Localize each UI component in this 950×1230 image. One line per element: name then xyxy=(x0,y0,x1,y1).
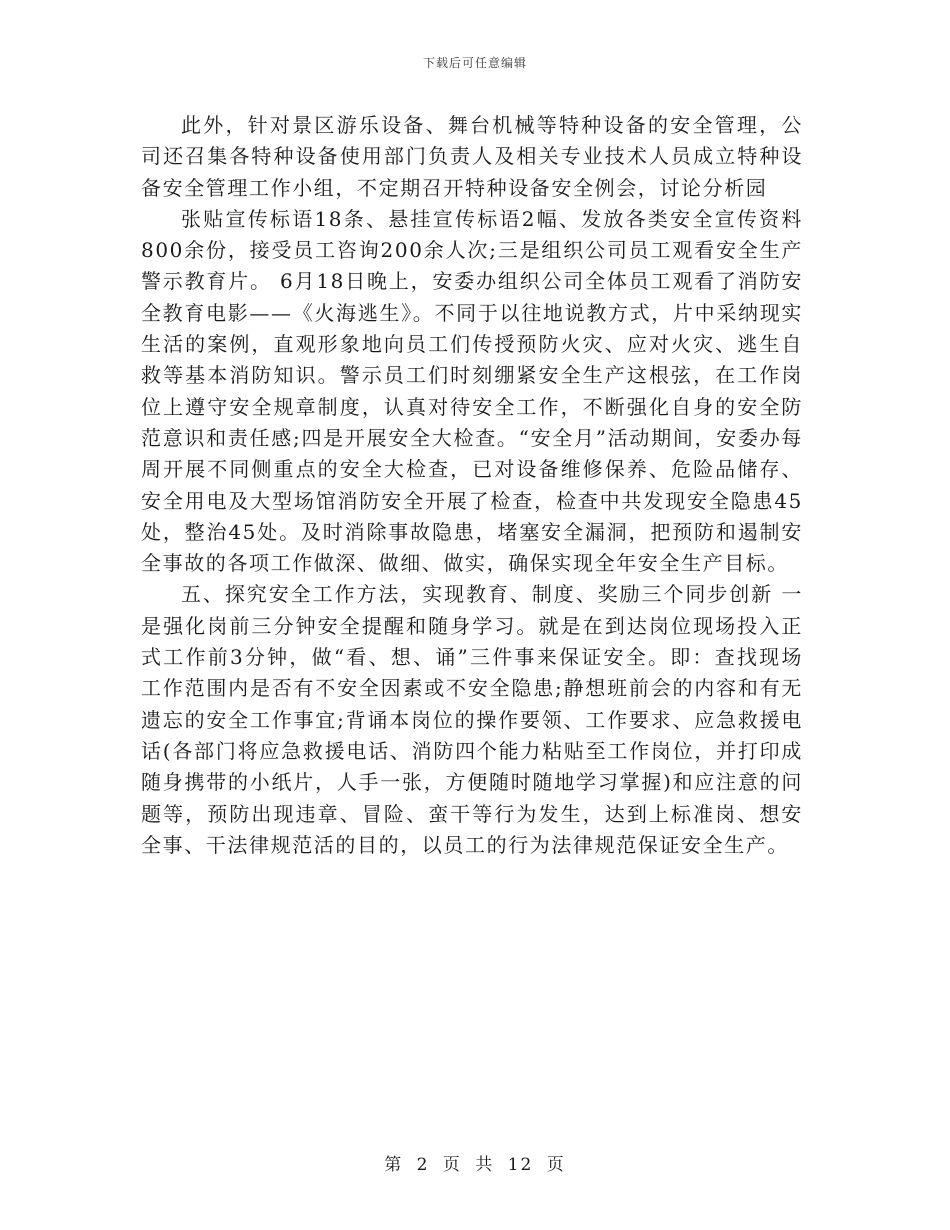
paragraph-safety-campaign: 张贴宣传标语18条、悬挂宣传标语2幅、发放各类安全宣传资料800余份，接受员工咨询200余人次;三是组织公司员工观看安全生产警示教育片。 6月18日晚上，安委办组织公司全体员工观看了消防安全教育电影——《火海逃生》。不同于以往地说教方式，片中采纳现实生活的案例，直观形象地向员工们传授预防火灾、应对火灾、逃生自救等基本消防知识。警示员工们时刻绷紧安全生产这根弦，在工作岗位上遵守安全规章制度，认真对待安全工作，不断强化自身的安全防范意识和责任感;四是开展安全大检查。“安全月”活动期间，安委办每周开展不同侧重点的安全大检查，已对设备维修保养、危险品储存、安全用电及大型场馆消防安全开展了检查，检查中共发现安全隐患45处，整治45处。及时消除事故隐患，堵塞安全漏洞，把预防和遏制安全事故的各项工作做深、做细、做实，确保实现全年安全生产目标。 xyxy=(141,206,803,576)
paragraph-safety-methods: 五、探究安全工作方法，实现教育、制度、奖励三个同步创新 一是强化岗前三分钟安全提醒和随身学习。就是在到达岗位现场投入正式工作前3分钟，做“看、想、诵”三件事来保证安全。即：查找现场工作范围内是否有不安全因素或不安全隐患;静想班前会的内容和有无遗忘的安全工作事宜;背诵本岗位的操作要领、工作要求、应急救援电话(各部门将应急救援电话、消防四个能力粘贴至工作岗位，并打印成随身携带的小纸片，人手一张，方便随时随地学习掌握)和应注意的问题等，预防出现违章、冒险、蛮干等行为发生，达到上标准岗、想安全事、干法律规范活的目的，以员工的行为法律规范保证安全生产。 xyxy=(141,582,803,857)
document-body xyxy=(141,110,803,861)
paragraph-special-equipment: 此外，针对景区游乐设备、舞台机械等特种设备的安全管理，公司还召集各特种设备使用部门负责人及相关专业技术人员成立特种设备安全管理工作小组，不定期召开特种设备安全例会，讨论分析园 xyxy=(141,113,803,200)
page-number-footer: 第 2 页 共 12 页 xyxy=(384,1155,566,1175)
page-header-note: 下载后可任意编辑 xyxy=(422,56,527,70)
